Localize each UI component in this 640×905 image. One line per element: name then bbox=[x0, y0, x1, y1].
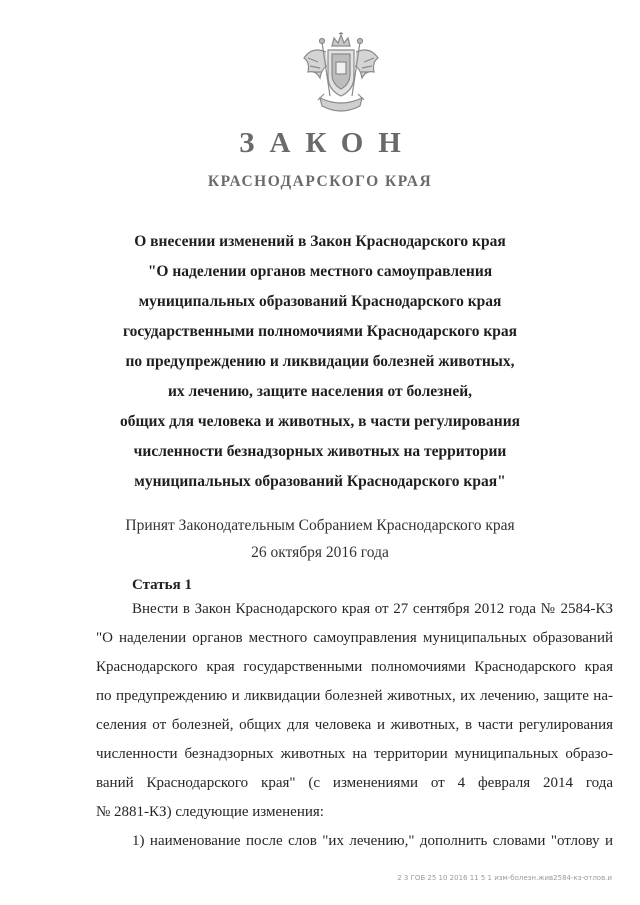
article-body bbox=[96, 595, 613, 856]
article-line: Краснодарского края государственными полномочиями Краснодарского края bbox=[96, 659, 613, 675]
amendment-title bbox=[0, 230, 640, 500]
article-line: численности безнадзорных животных на территории муниципальных образо- bbox=[96, 746, 613, 762]
law-title: ЗАКОН bbox=[239, 127, 416, 159]
adoption-date: 26 октября 2016 года bbox=[251, 544, 389, 561]
amendment-title-line: общих для человека и животных, в части регулирования bbox=[119, 413, 521, 430]
article-line: 1) наименование после слов "их лечению," дополнить словами "отлову и bbox=[132, 833, 613, 849]
article-line: Внести в Закон Краснодарского края от 27 сентября 2012 года № 2584-КЗ bbox=[132, 601, 613, 617]
article-line: ваний Краснодарского края" (с изменениями от 4 февраля 2014 года bbox=[96, 775, 613, 791]
adoption-info bbox=[0, 514, 640, 568]
amendment-title-line: численности безнадзорных животных на территории bbox=[133, 443, 507, 460]
amendment-title-line: их лечению, защите населения от болезней, bbox=[167, 383, 473, 400]
amendment-title-line: муниципальных образований Краснодарского края" bbox=[134, 473, 506, 490]
article-line: селения от болезней, общих для человека и животных, в части регулирования bbox=[96, 717, 613, 733]
amendment-title-line: "О наделении органов местного самоуправления bbox=[147, 263, 493, 280]
amendment-title-line: муниципальных образований Краснодарского края bbox=[138, 293, 502, 310]
amendment-title-line: по предупреждению и ликвидации болезней животных, bbox=[125, 353, 515, 370]
amendment-title-line: государственными полномочиями Краснодарского края bbox=[122, 323, 518, 340]
document-footer-stamp: 2 3 ГОБ 25 10 2016 11 5 1 изм-болезн.жив2584-кз-отлов.и bbox=[397, 874, 612, 882]
adoption-body: Принят Законодательным Собранием Краснодарского края bbox=[125, 517, 515, 534]
article-line: по предупреждению и ликвидации болезней животных, их лечению, защите на- bbox=[96, 688, 613, 704]
coat-of-arms-icon bbox=[300, 32, 382, 118]
region-title: КРАСНОДАРСКОГО КРАЯ bbox=[207, 173, 433, 190]
article-line: "О наделении органов местного самоуправления муниципальных образований bbox=[96, 630, 613, 646]
amendment-title-line: О внесении изменений в Закон Краснодарского края bbox=[134, 233, 506, 250]
article-heading: Статья 1 bbox=[132, 577, 192, 593]
article-line: № 2881-КЗ) следующие изменения: bbox=[96, 804, 324, 820]
